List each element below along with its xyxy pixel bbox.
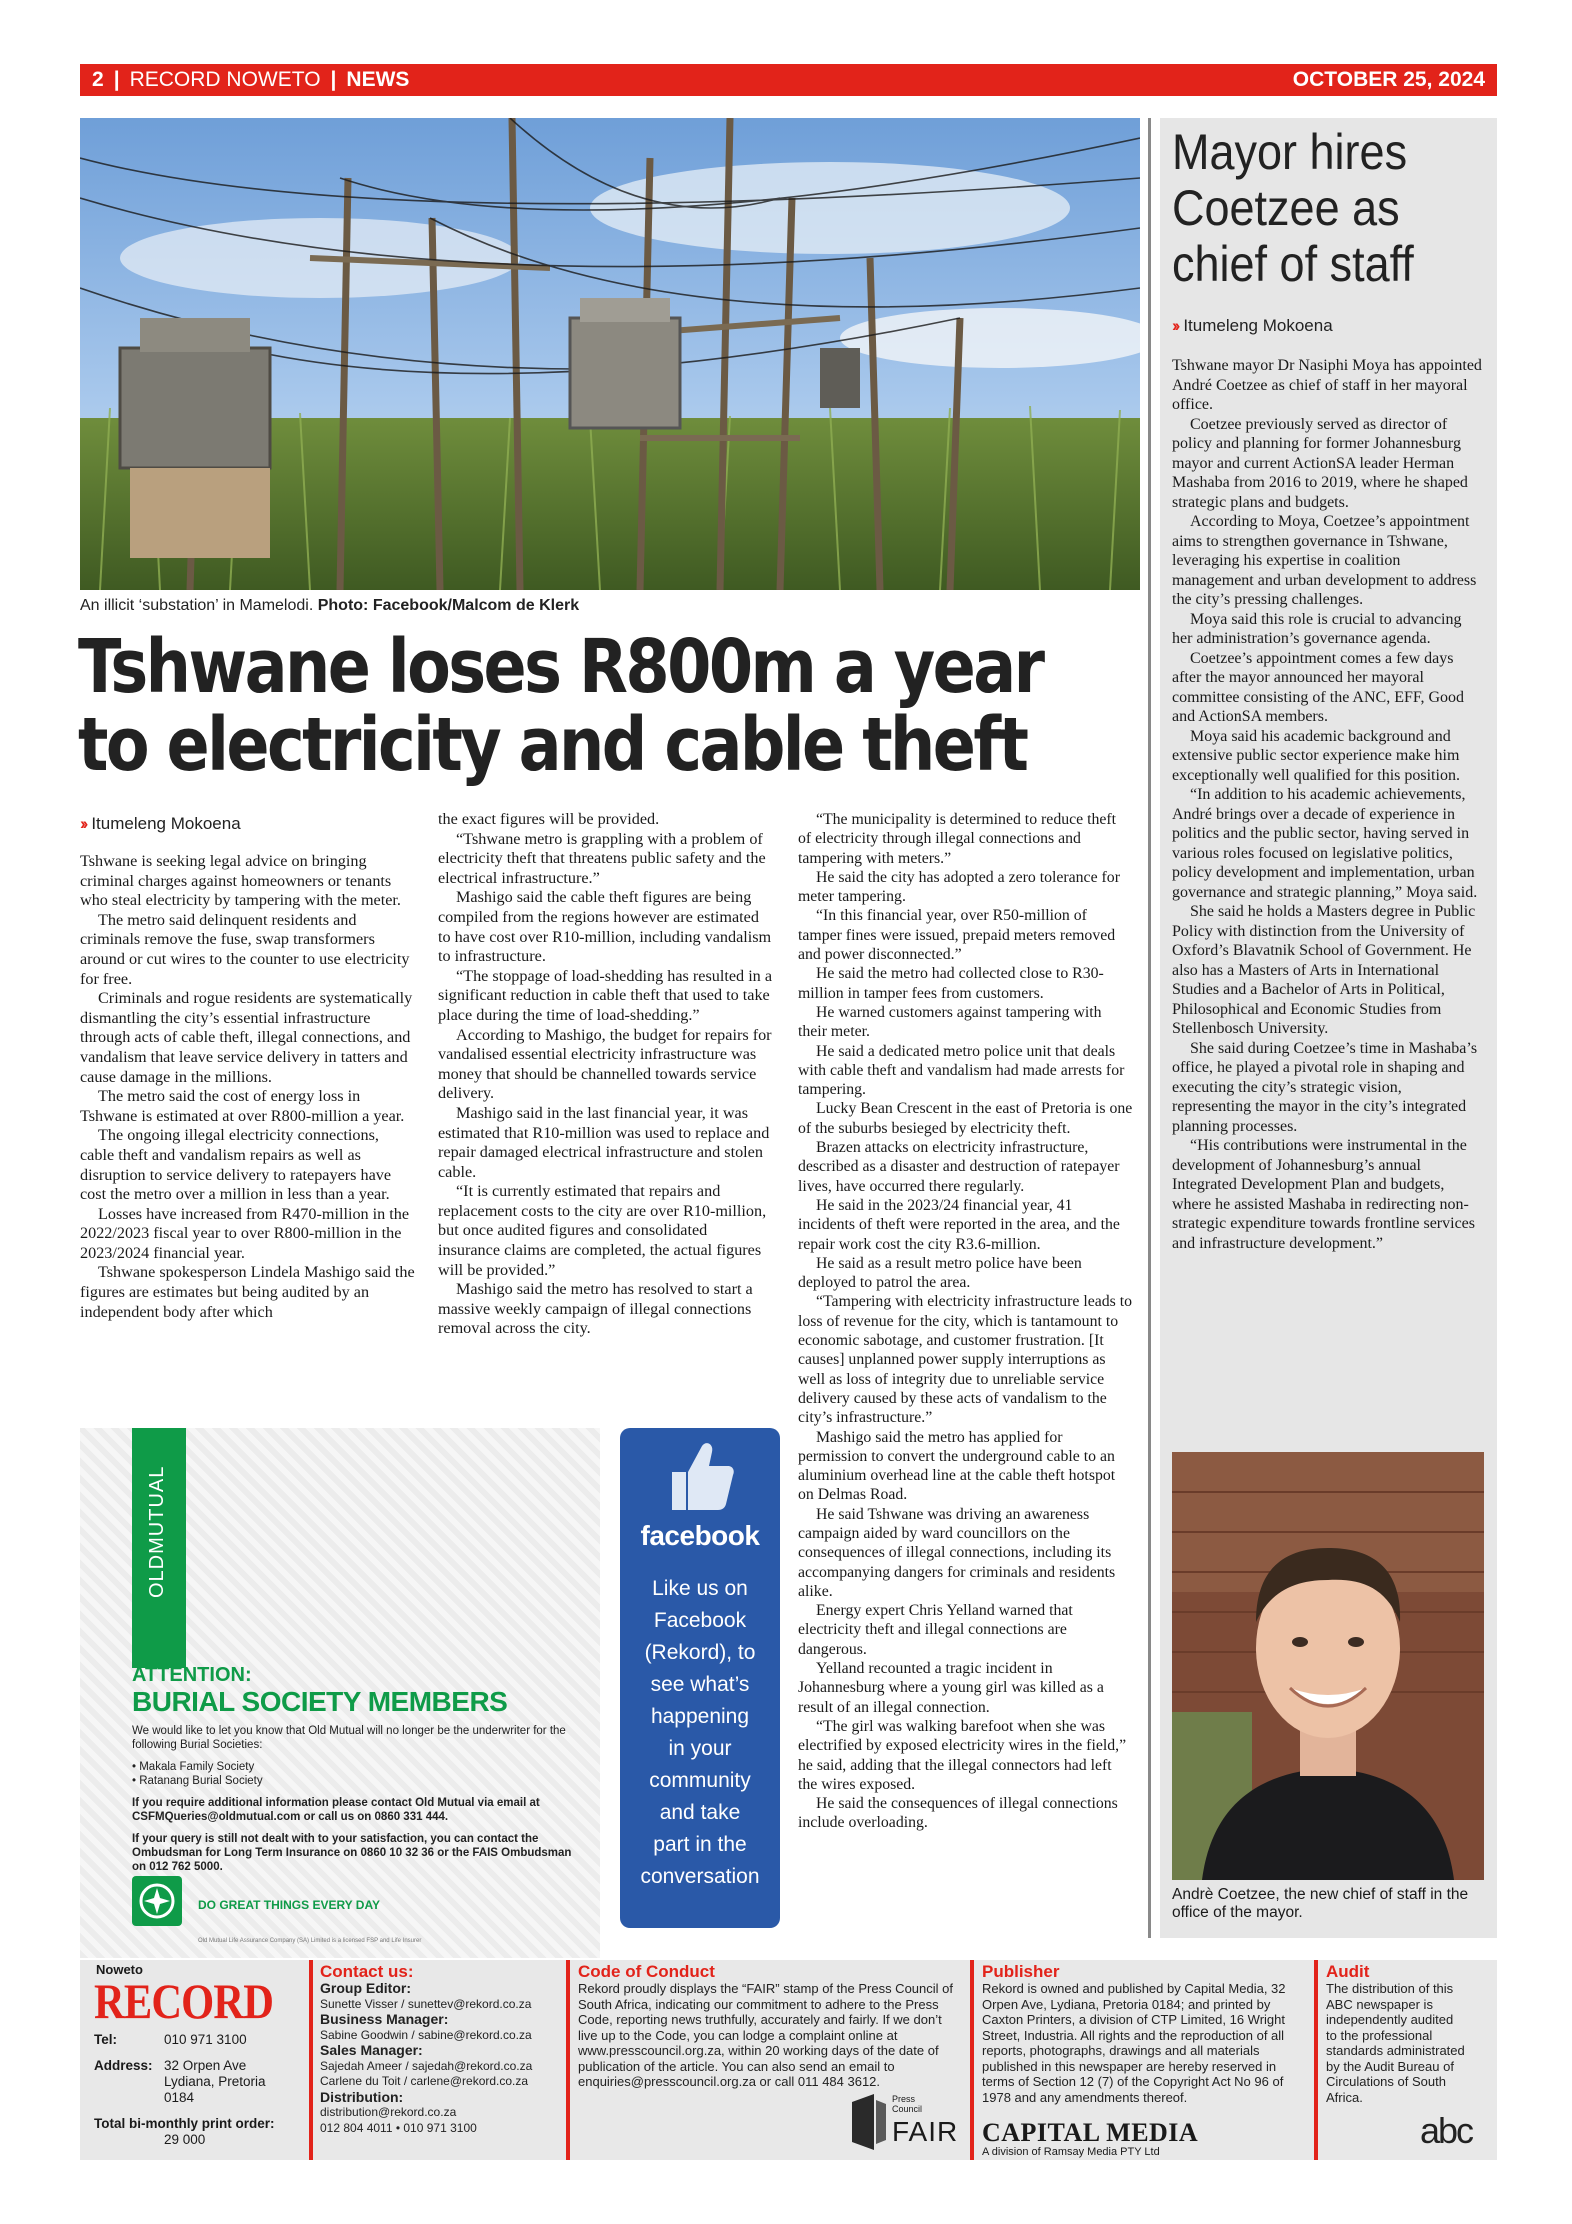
advert-list-item: • Ratanang Burial Society bbox=[132, 1775, 263, 1787]
article-paragraph: He said in the 2023/24 financial year, 41 incidents of theft were reported in the area, and the repair work cost the city R3.6-million. bbox=[798, 1196, 1120, 1253]
article-paragraph: Yelland recounted a tragic incident in Johannesburg where a young girl was killed as a result of an illegal connection. bbox=[798, 1660, 1104, 1716]
footer-contacts bbox=[320, 1962, 560, 2136]
masthead-logo: RECORD bbox=[94, 1973, 274, 2029]
article-paragraph: He warned customers against tampering with their meter. bbox=[798, 1003, 1102, 1041]
facebook-advert[interactable] bbox=[620, 1428, 780, 1928]
tel-label: Tel: bbox=[94, 2032, 117, 2047]
article-paragraph: He said Tshwane was driving an awareness campaign aided by ward councillors on the consequences of illegal connections, including its accompanying dangers for criminals and residents alike. bbox=[798, 1505, 1116, 1600]
sidebar-paragraph: Coetzee previously served as director of policy and planning for former Johannesburg mayor and current ActionSA leader Herman Mashaba from 2016 to 2019, where he shaped strategic plans and budgets. bbox=[1172, 415, 1468, 511]
sidebar-body bbox=[1172, 356, 1484, 1253]
sidebar-headline bbox=[1172, 124, 1460, 292]
footer-divider bbox=[970, 1960, 974, 2160]
address-line: 32 Orpen Ave bbox=[164, 2058, 247, 2073]
article-paragraph: Criminals and rogue residents are systematically dismantling the city’s essential infrastructure through acts of cable theft, illegal connections, and vandalism that leave service delivery in tatters and cause damage in the millions. bbox=[80, 989, 413, 1086]
publisher-heading: Publisher bbox=[982, 1962, 1060, 1981]
advert-contact: If you require additional information please contact Old Mutual via email at CSFMQueries@oldmutual.com or call us on 0860 331 444. bbox=[132, 1797, 540, 1823]
article-paragraph: Lucky Bean Crescent in the east of Pretoria is one of the suburbs besieged by electricity theft. bbox=[798, 1100, 1133, 1137]
advert-attention: ATTENTION: bbox=[132, 1664, 252, 1686]
fair-wordmark: FAIR bbox=[892, 2116, 959, 2147]
contact-role: Distribution: bbox=[320, 2088, 404, 2105]
footer-divider bbox=[566, 1960, 570, 2160]
cta-line: in your bbox=[668, 1737, 732, 1760]
contact-role: Group Editor: bbox=[320, 1980, 411, 1996]
article-column-2 bbox=[438, 810, 773, 1339]
facebook-wordmark: facebook bbox=[640, 1520, 760, 1551]
article-paragraph: Tshwane spokesperson Lindela Mashigo said the figures are estimates but being audited by an independent body after which bbox=[80, 1263, 415, 1321]
cta-line: and take bbox=[659, 1801, 741, 1824]
advert-tagline: DO GREAT THINGS EVERY DAY bbox=[198, 1898, 381, 1912]
tel-value: 010 971 3100 bbox=[164, 2032, 247, 2047]
article-paragraph: He said the consequences of illegal connections include overloading. bbox=[798, 1795, 1118, 1832]
contact-detail[interactable]: Sabine Goodwin / sabine@rekord.co.za bbox=[320, 2027, 532, 2042]
oldmutual-brand: OLDMUTUAL bbox=[146, 1465, 168, 1598]
section-name: NEWS bbox=[346, 68, 410, 91]
contact-role: Business Manager: bbox=[320, 2011, 449, 2027]
article-paragraph: “The girl was walking barefoot when she was electrified by exposed electricity wires in the field,” he said, adding that the illegal connectors had left the wires exposed. bbox=[798, 1717, 1127, 1793]
page-header-bar bbox=[80, 64, 1497, 96]
article-paragraph: Mashigo said the metro has applied for permission to convert the underground cable to an aluminium overhead line at the cable theft hotspot on Delmas Road. bbox=[798, 1428, 1116, 1504]
press-council-label: Press Council bbox=[892, 2094, 923, 2114]
photo-caption bbox=[80, 597, 579, 615]
byline-author: Itumeleng Mokoena bbox=[1183, 316, 1333, 335]
advert-fine-print: Old Mutual Life Assurance Company (SA) Limited is a licensed FSP and Life Insurer bbox=[198, 1938, 422, 1944]
headline-line-1: Tshwane loses R800m a year bbox=[78, 624, 1043, 710]
press-council-fair-logo bbox=[852, 2090, 959, 2152]
article-paragraph: Mashigo said the cable theft figures are being compiled from the regions however are estimated to have cost over R10-million, including vandalism to infrastructure. bbox=[438, 888, 772, 966]
oldmutual-logo-icon bbox=[132, 1876, 182, 1926]
column-divider bbox=[1148, 118, 1151, 1938]
byline-author: Itumeleng Mokoena bbox=[91, 814, 241, 833]
substation-photo bbox=[80, 118, 1140, 590]
article-column-1 bbox=[80, 852, 415, 1322]
article-paragraph: “Tshwane metro is grappling with a problem of electricity theft that threatens public safety and the electrical infrastructure.” bbox=[438, 829, 766, 887]
chevron-right-icon: ›› bbox=[1172, 316, 1178, 335]
article-paragraph: Losses have increased from R470-million in the 2022/2023 fiscal year to over R800-million in the 2023/2024 financial year. bbox=[80, 1204, 410, 1262]
article-paragraph: Tshwane is seeking legal advice on bringing criminal charges against homeowners or tenants who steal electricity by tampering with the meter. bbox=[80, 852, 401, 910]
sidebar-paragraph: “His contributions were instrumental in the development of Johannesburg’s annual Integrated Development Plan and budgets, where he assisted Mashaba in redirecting non-strategic expenditure towards frontline services and infrastructure development.” bbox=[1172, 1137, 1475, 1252]
page-number: 2 bbox=[92, 68, 104, 91]
contact-detail[interactable]: Sajedah Ameer / sajedah@rekord.co.za Carlene du Toit / carlene@rekord.co.za bbox=[320, 2058, 533, 2088]
headline-line-2: to electricity and cable theft bbox=[78, 702, 1027, 788]
cta-line: happening bbox=[650, 1705, 750, 1728]
print-value: 29 000 bbox=[164, 2132, 206, 2147]
article-paragraph: He said the metro had collected close to R30-million in tamper fees from customers. bbox=[798, 965, 1104, 1002]
sidebar-paragraph: Coetzee’s appointment comes a few days after the mayor announced her mayoral committee consisting of the ANC, EFF, Good and ActionSA members. bbox=[1172, 649, 1465, 725]
address-label: Address: bbox=[94, 2058, 153, 2073]
sidebar-paragraph: According to Moya, Coetzee’s appointment aims to strengthen governance in Tshwane, leveraging his expertise in coalition management and urban development to address the city’s pressing challenges. bbox=[1172, 513, 1477, 608]
contact-heading: Contact us: bbox=[320, 1962, 414, 1981]
coetzee-portrait bbox=[1172, 1452, 1484, 1880]
masthead-edition: Noweto bbox=[96, 1962, 143, 1977]
sidebar-paragraph: “In addition to his academic achievements, André brings over a decade of experience in politics and the public sector, having served in various roles focused on legislative politics, policy development and implementation, urban governance and strategic planning,” Moya said. bbox=[1172, 786, 1478, 901]
cta-line: conversation bbox=[640, 1865, 760, 1888]
contact-detail[interactable]: Sunette Visser / sunettev@rekord.co.za bbox=[320, 1996, 532, 2011]
photo-caption-text: An illicit ‘substation’ in Mamelodi. bbox=[80, 597, 318, 614]
article-paragraph: “It is currently estimated that repairs and replacement costs to the city are over R10-million, but once audited figures and consolidated insurance claims are completed, the actual figures will be provided.” bbox=[438, 1182, 767, 1279]
sidebar-headline-line: Mayor hires bbox=[1172, 124, 1408, 180]
portrait-caption: Andrè Coetzee, the new chief of staff in the office of the mayor. bbox=[1172, 1886, 1469, 1921]
header-separator: | bbox=[113, 68, 120, 91]
footer-divider bbox=[1314, 1960, 1318, 2160]
article-paragraph: Mashigo said in the last financial year, it was estimated that R10-million was used to replace and repair damaged electrical infrastructure and stolen cable. bbox=[438, 1103, 770, 1181]
press-council-icon bbox=[852, 2094, 886, 2150]
cta-line: (Rekord), to bbox=[644, 1641, 756, 1664]
cta-line: Facebook bbox=[653, 1609, 747, 1632]
sidebar-paragraph: She said during Coetzee’s time in Mashaba’s office, he played a pivotal role in shaping and executing the city’s strategic vision, representing the mayor in the city’s integrated planning processes. bbox=[1172, 1039, 1478, 1135]
article-paragraph: The metro said the cost of energy loss in Tshwane is estimated at over R800-million a year. bbox=[80, 1087, 405, 1125]
footer-publisher bbox=[982, 1962, 1312, 2105]
footer-tel bbox=[94, 2032, 294, 2048]
thumbs-up-icon bbox=[664, 1438, 736, 1514]
article-headline bbox=[78, 624, 1144, 788]
article-paragraph: “Tampering with electricity infrastructure leads to loss of revenue for the city, which is tantamount to economic sabotage, and customer frustration. [It causes] unplanned power supply interruptions as well as loss of integrity due to unreliable service delivery caused by these acts of vandalism to the city’s infrastructure.” bbox=[798, 1293, 1133, 1427]
advert-list-item: • Makala Family Society bbox=[132, 1761, 255, 1773]
oldmutual-brand-band bbox=[132, 1428, 186, 1668]
article-byline bbox=[80, 814, 241, 834]
advert-body bbox=[132, 1724, 572, 1874]
capital-media-sub: A division of Ramsay Media PTY Ltd bbox=[982, 2146, 1160, 2158]
oldmutual-advert bbox=[80, 1428, 600, 1958]
article-paragraph: “The municipality is determined to reduce theft of electricity through illegal connections and tampering with meters.” bbox=[798, 811, 1117, 867]
contact-detail[interactable]: distribution@rekord.co.za 012 804 4011 • 010 971 3100 bbox=[320, 2105, 477, 2135]
facebook-cta bbox=[630, 1573, 770, 1893]
article-paragraph: He said a dedicated metro police unit that deals with cable theft and vandalism had made arrests for tampering. bbox=[798, 1042, 1125, 1099]
sidebar-paragraph: Moya said this role is crucial to advancing her administration’s governance agenda. bbox=[1172, 610, 1462, 647]
article-paragraph: Energy expert Chris Yelland warned that electricity theft and illegal connections are dangerous. bbox=[798, 1602, 1073, 1658]
photo-credit: Photo: Facebook/Malcom de Klerk bbox=[317, 597, 580, 614]
address-line: 0184 bbox=[164, 2090, 195, 2105]
article-paragraph: He said the city has adopted a zero tolerance for meter tampering. bbox=[798, 868, 1120, 906]
issue-date: OCTOBER 25, 2024 bbox=[1292, 68, 1485, 91]
advert-intro: We would like to let you know that Old Mutual will no longer be the underwriter for the following Burial Societies: bbox=[132, 1725, 566, 1751]
article-paragraph: The metro said delinquent residents and criminals remove the fuse, swap transformers around or cut wires to the counter to use electricity for free. bbox=[80, 910, 410, 988]
chevron-right-icon: ›› bbox=[80, 814, 86, 833]
sidebar-paragraph: She said he holds a Masters degree in Public Policy with distinction from the University of Oxford’s Blavatnik School of Government. He also has a Masters of Arts in International Studies and a Bachelor of Arts in Political, Philosophical and Economic Studies from Stellenbosch University. bbox=[1172, 903, 1476, 1037]
sidebar-headline-line: chief of staff bbox=[1172, 236, 1414, 292]
article-paragraph: Mashigo said the metro has resolved to start a massive weekly campaign of illegal connections removal across the city. bbox=[438, 1280, 753, 1338]
footer-audit bbox=[1326, 1962, 1486, 2105]
header-separator: | bbox=[330, 68, 337, 91]
article-paragraph: According to Mashigo, the budget for repairs for vandalised essential electricity infrastructure was money that should be channelled towards service delivery. bbox=[438, 1025, 772, 1103]
article-paragraph: He said as a result metro police have been deployed to patrol the area. bbox=[798, 1254, 1082, 1292]
advert-ombudsman: If your query is still not dealt with to your satisfaction, you can contact the Ombudsman for Long Term Insurance on 0860 10 32 36 or the FAIS Ombudsman on 012 762 5000. bbox=[132, 1833, 572, 1873]
sidebar-paragraph: Moya said his academic background and extensive public sector experience make him exceptionally well qualified for this position. bbox=[1172, 727, 1460, 784]
advert-headline: BURIAL SOCIETY MEMBERS bbox=[132, 1686, 508, 1717]
address-line: Lydiana, Pretoria bbox=[164, 2074, 266, 2089]
article-paragraph: “The stoppage of load-shedding has resulted in a significant reduction in cable theft that used to take place during the time of load-shedding.” bbox=[438, 966, 773, 1024]
cta-line: community bbox=[649, 1769, 751, 1792]
audit-text: The distribution of this ABC newspaper is independently audited to the professional standards administrated by the Audit Bureau of Circulations of South Africa. bbox=[1326, 1981, 1465, 2105]
publisher-text: Rekord is owned and published by Capital Media, 32 Orpen Ave, Lydiana, Pretoria 0184; and printed by Caxton Printers, a division of CTP Limited, 16 Wright Street, Industria. All rights and the reproduction of all reports, photographs, drawings and all materials published in this newspaper are hereby reserved in terms of Section 12 (7) of the Copyright Act No 96 of 1978 and any amendments thereof. bbox=[982, 1981, 1286, 2105]
article-column-3 bbox=[798, 810, 1133, 1833]
abc-logo: abc bbox=[1420, 2110, 1473, 2151]
article-paragraph: “In this financial year, over R50-million of tamper fines were issued, prepaid meters removed and power disconnected.” bbox=[798, 907, 1116, 964]
paper-name: RECORD NOWETO bbox=[129, 68, 321, 91]
footer-address bbox=[94, 2058, 304, 2106]
audit-heading: Audit bbox=[1326, 1962, 1370, 1981]
footer-code-of-conduct bbox=[578, 1962, 966, 2090]
sidebar-headline-line: Coetzee as bbox=[1172, 180, 1400, 236]
print-label: Total bi-monthly print order: bbox=[94, 2116, 275, 2131]
article-paragraph: The ongoing illegal electricity connections, cable theft and vandalism repairs as well as disruption to service delivery to ratepayers have cost the metro over a million in less than a year. bbox=[80, 1126, 392, 1204]
conduct-text: Rekord proudly displays the “FAIR” stamp of the Press Council of South Africa, indicating our commitment to adhere to the Press Code, reporting news truthfully, accurately and fairly. If we don’t live up to the Code, you can lodge a complaint online at www.presscouncil.org.za, within 20 working days of the date of publication of the article. You can also send an email to enquiries@presscouncil.org.za or call 011 484 3612. bbox=[578, 1981, 953, 2089]
conduct-heading: Code of Conduct bbox=[578, 1962, 715, 1981]
sidebar-paragraph: Tshwane mayor Dr Nasiphi Moya has appointed André Coetzee as chief of staff in her mayoral office. bbox=[1172, 357, 1482, 413]
article-paragraph: Brazen attacks on electricity infrastructure, described as a disaster and destruction of ratepayer lives, have occurred there regularly. bbox=[798, 1139, 1120, 1195]
article-paragraph: the exact figures will be provided. bbox=[438, 810, 660, 828]
cta-line: Like us on bbox=[652, 1577, 748, 1600]
cta-line: see what’s bbox=[650, 1673, 750, 1696]
footer-divider bbox=[309, 1960, 313, 2160]
capital-media-logo: CAPITAL MEDIA bbox=[982, 2118, 1199, 2147]
cta-line: part in the bbox=[653, 1833, 747, 1856]
contact-role: Sales Manager: bbox=[320, 2042, 423, 2058]
footer-print-order bbox=[94, 2116, 304, 2148]
sidebar-byline bbox=[1172, 316, 1333, 336]
